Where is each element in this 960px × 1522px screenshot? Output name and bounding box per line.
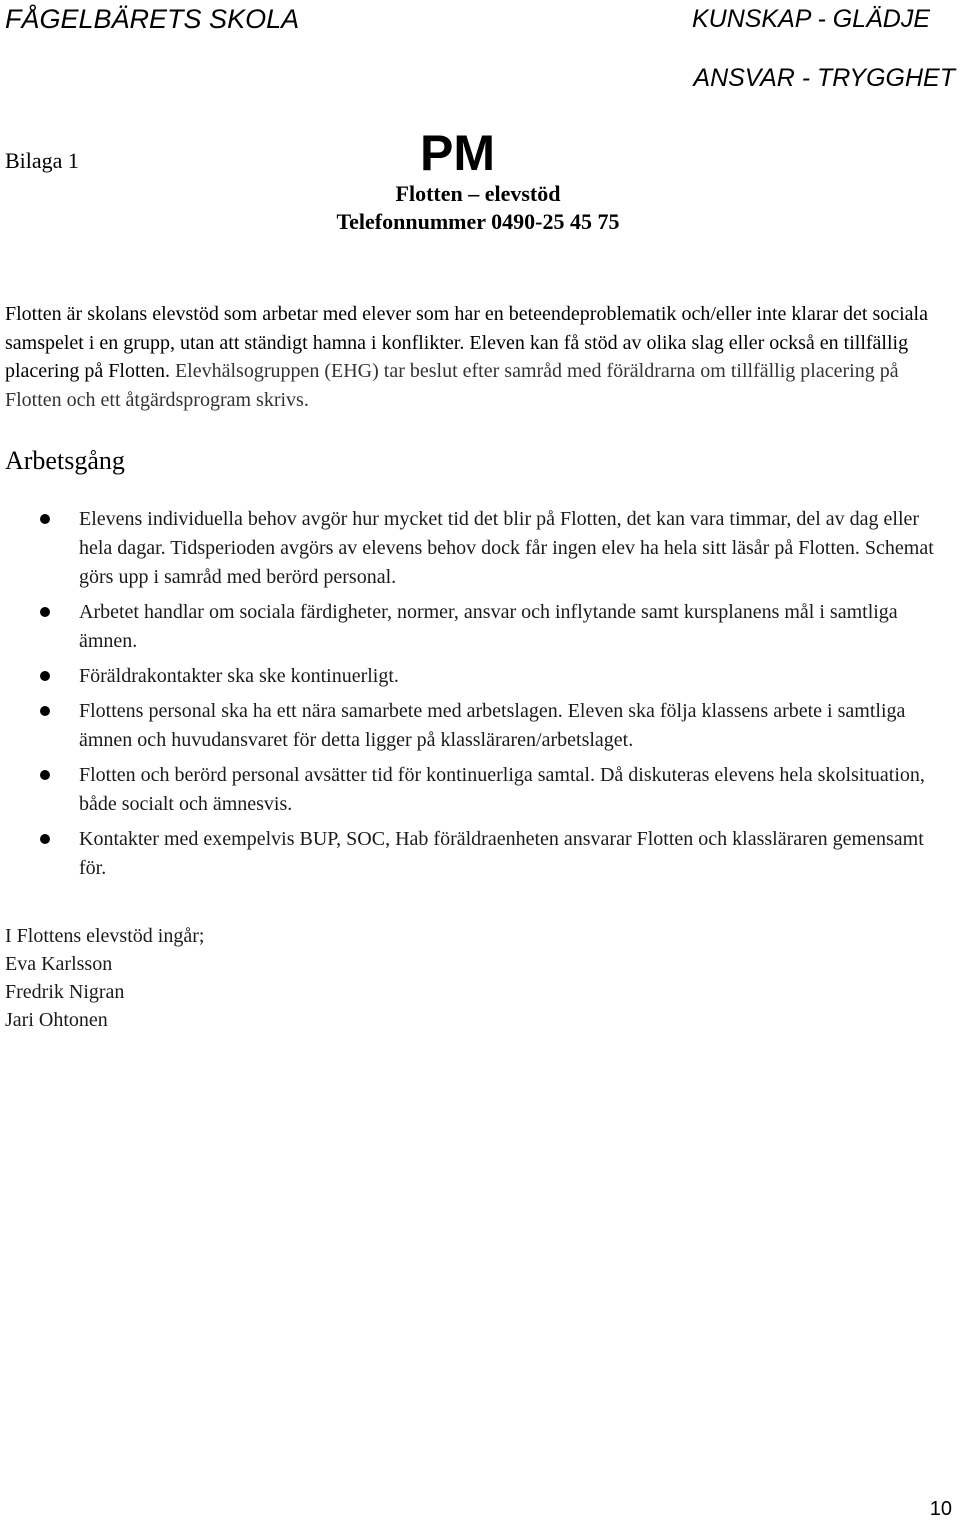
- team-member: Fredrik Nigran: [5, 981, 125, 1003]
- motto-line-1: KUNSKAP - GLÄDJE: [691, 5, 930, 33]
- bullet-icon: [40, 834, 50, 844]
- list-item-text: Arbetet handlar om sociala färdigheter, normer, ansvar och inflytande samt kursplanens mål i samtliga ämnen.: [79, 601, 898, 652]
- school-name: FÅGELBÄRETS SKOLA: [5, 4, 300, 34]
- list-item-text: Föräldrakontakter ska ske kontinuerligt.: [79, 665, 399, 687]
- section-heading: Arbetsgång: [5, 446, 125, 475]
- list-item: [0, 598, 950, 656]
- bullet-icon: [40, 607, 50, 617]
- list-item: [0, 825, 950, 883]
- team-member: Jari Ohtonen: [5, 1009, 108, 1031]
- list-item: [0, 697, 950, 755]
- bullet-list: [0, 505, 950, 889]
- team-member: Eva Karlsson: [5, 953, 113, 975]
- intro-paragraph: [5, 300, 955, 414]
- memo-title: PM: [420, 125, 495, 181]
- intro-part-1: Flotten är skolans elevstöd som arbetar med elever som har en beteendeproblematik och/eller inte klarar det sociala samspelet i en grupp, utan att ständigt hamna i konflikter. Eleven kan få stöd av olika slag eller också en tillfällig placering på Flotten.: [5, 303, 928, 382]
- list-item: [0, 662, 950, 691]
- bullet-icon: [40, 671, 50, 681]
- team-intro: I Flottens elevstöd ingår;: [5, 925, 205, 947]
- bullet-icon: [40, 514, 50, 524]
- page-number: 10: [929, 1498, 952, 1520]
- intro-part-2: Elevhälsogruppen (EHG) tar beslut efter samråd med föräldrarna om tillfällig placering på Flotten och ett åtgärdsprogram skrivs.: [5, 360, 899, 411]
- memo-subtitle: Flotten – elevstöd: [395, 181, 561, 206]
- list-item: [0, 761, 950, 819]
- list-item-text: Kontakter med exempelvis BUP, SOC, Hab föräldraenheten ansvarar Flotten och klassläraren gemensamt för.: [79, 828, 924, 879]
- list-item-text: Flotten och berörd personal avsätter tid för kontinuerliga samtal. Då diskuteras elevens hela skolsituation, både socialt och ämnesvis.: [79, 764, 925, 815]
- motto-line-2: ANSVAR - TRYGGHET: [693, 64, 955, 92]
- bullet-icon: [40, 770, 50, 780]
- memo-phone: Telefonnummer 0490-25 45 75: [336, 209, 620, 234]
- team-block: [5, 922, 204, 1034]
- list-item-text: Flottens personal ska ha ett nära samarbete med arbetslagen. Eleven ska följa klassens arbete i samtliga ämnen och huvudansvaret för detta ligger på klassläraren/arbetslaget.: [79, 700, 906, 751]
- bullet-icon: [40, 706, 50, 716]
- list-item-text: Elevens individuella behov avgör hur mycket tid det blir på Flotten, det kan vara timmar, del av dag eller hela dagar. Tidsperioden avgörs av elevens behov dock får ingen elev ha hela sitt läsår på Flotten. Schemat görs upp i samråd med berörd personal.: [79, 508, 934, 588]
- attachment-label: Bilaga 1: [5, 148, 79, 173]
- list-item: [0, 505, 950, 592]
